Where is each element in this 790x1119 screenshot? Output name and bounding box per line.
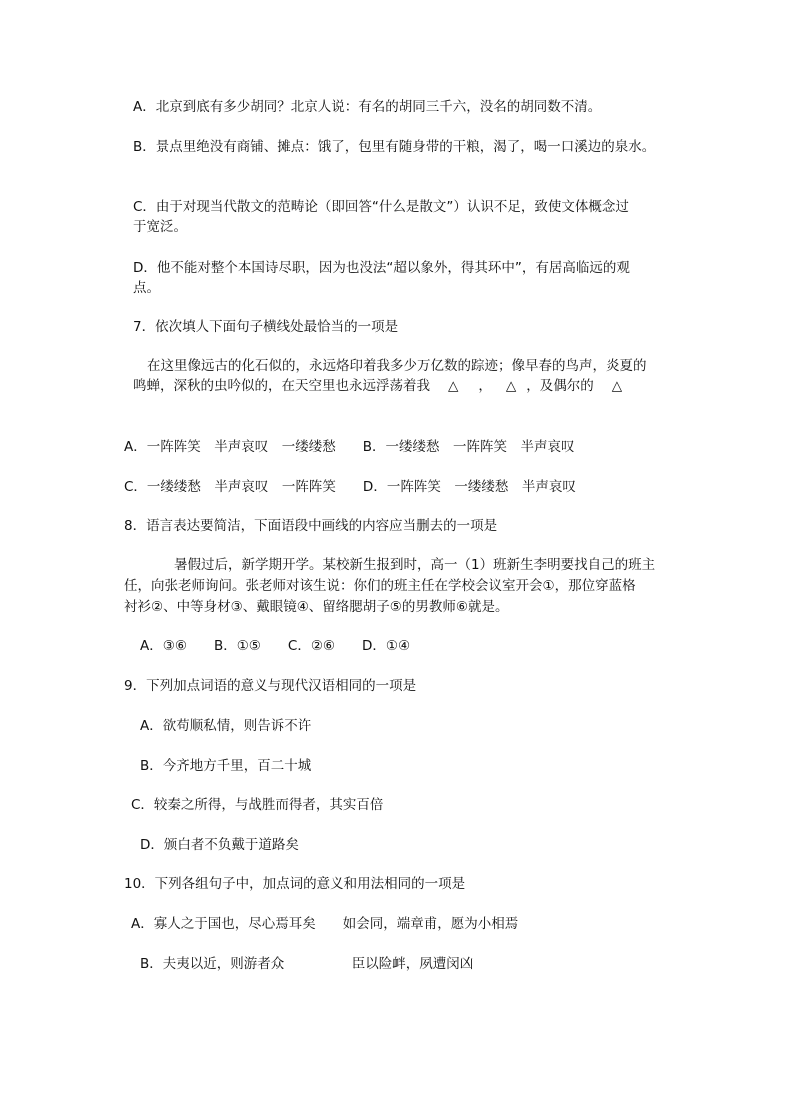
q7-options-ab: A．一阵阵笑 半声哀叹 一缕缕愁 B．一缕缕愁 一阵阵笑 半声哀叹	[124, 439, 575, 455]
option-b-line: B．景点里绝没有商铺、摊点：饿了，包里有随身带的干粮，渴了，喝一口溪边的泉水。	[133, 139, 656, 155]
q7-options-cd: C．一缕缕愁 半声哀叹 一阵阵笑 D．一阵阵笑 一缕缕愁 半声哀叹	[124, 479, 576, 495]
option-c-line: C．由于对现当代散文的范畴论（即回答“什么是散文”）认识不足，致使文体概念过	[133, 199, 629, 215]
blank-separator-2: ，及偶尔的	[526, 378, 594, 394]
option-c-line-cont: 于宽泛。	[133, 219, 187, 235]
q9-option-b: B．今齐地方千里，百二十城	[140, 758, 312, 774]
q9-option-d: D．颁白者不负戴于道路矣	[140, 837, 299, 853]
question-10-title: 10．下列各组句子中，加点词的意义和用法相同的一项是	[124, 876, 466, 892]
q8-passage-line-2: 任，向张老师询问。张老师对该生说：你们的班主任在学校会议室开会①，那位穿蓝格	[124, 578, 636, 594]
option-a-line: A．北京到底有多少胡同？北京人说：有名的胡同三千六，没名的胡同数不清。	[133, 99, 602, 115]
q8-passage-line-3: 衬衫②、中等身材③、戴眼镜④、留络腮胡子⑤的男教师⑥就是。	[124, 599, 509, 615]
q8-passage-line-1: 暑假过后，新学期开学。某校新生报到时，高一（1）班新生李明要找自己的班主	[174, 557, 656, 573]
q10-option-b: B．夫夷以近，则游者众 臣以险衅，夙遭闵凶	[140, 956, 474, 972]
option-d-line: D．他不能对整个本国诗尽职，因为也没法“超以象外，得其环中”，有居高临远的观	[133, 260, 630, 276]
q7-passage-line-2	[133, 376, 622, 396]
blank-separator-1: ，	[478, 378, 492, 394]
blank-triangle-2: △	[505, 378, 517, 394]
q9-option-c: C．较秦之所得，与战胜而得者，其实百倍	[131, 797, 384, 813]
q7-passage-text: 鸣蝉，深秋的虫吟似的，在天空里也永远浮荡着我	[133, 378, 430, 394]
blank-triangle-3: △	[611, 378, 623, 394]
q9-option-a: A．欲苟顺私情，则告诉不许	[140, 718, 312, 734]
question-9-title: 9．下列加点词语的意义与现代汉语相同的一项是	[124, 678, 417, 694]
option-d-line-cont: 点。	[133, 280, 160, 296]
blank-triangle-1: △	[448, 378, 459, 394]
q7-passage-line-1: 在这里像远古的化石似的，永远烙印着我多少万亿数的踪迹；像早春的鸟声，炎夏的	[147, 358, 647, 374]
q8-options: A．③⑥ B．①⑤ C．②⑥ D．①④	[140, 638, 411, 654]
q10-option-a: A．寡人之于国也，尽心焉耳矣 如会同，端章甫，愿为小相焉	[131, 916, 519, 932]
question-7-title: 7．依次填人下面句子横线处最恰当的一项是	[133, 319, 399, 335]
question-8-title: 8．语言表达要简洁，下面语段中画线的内容应当删去的一项是	[124, 518, 498, 534]
